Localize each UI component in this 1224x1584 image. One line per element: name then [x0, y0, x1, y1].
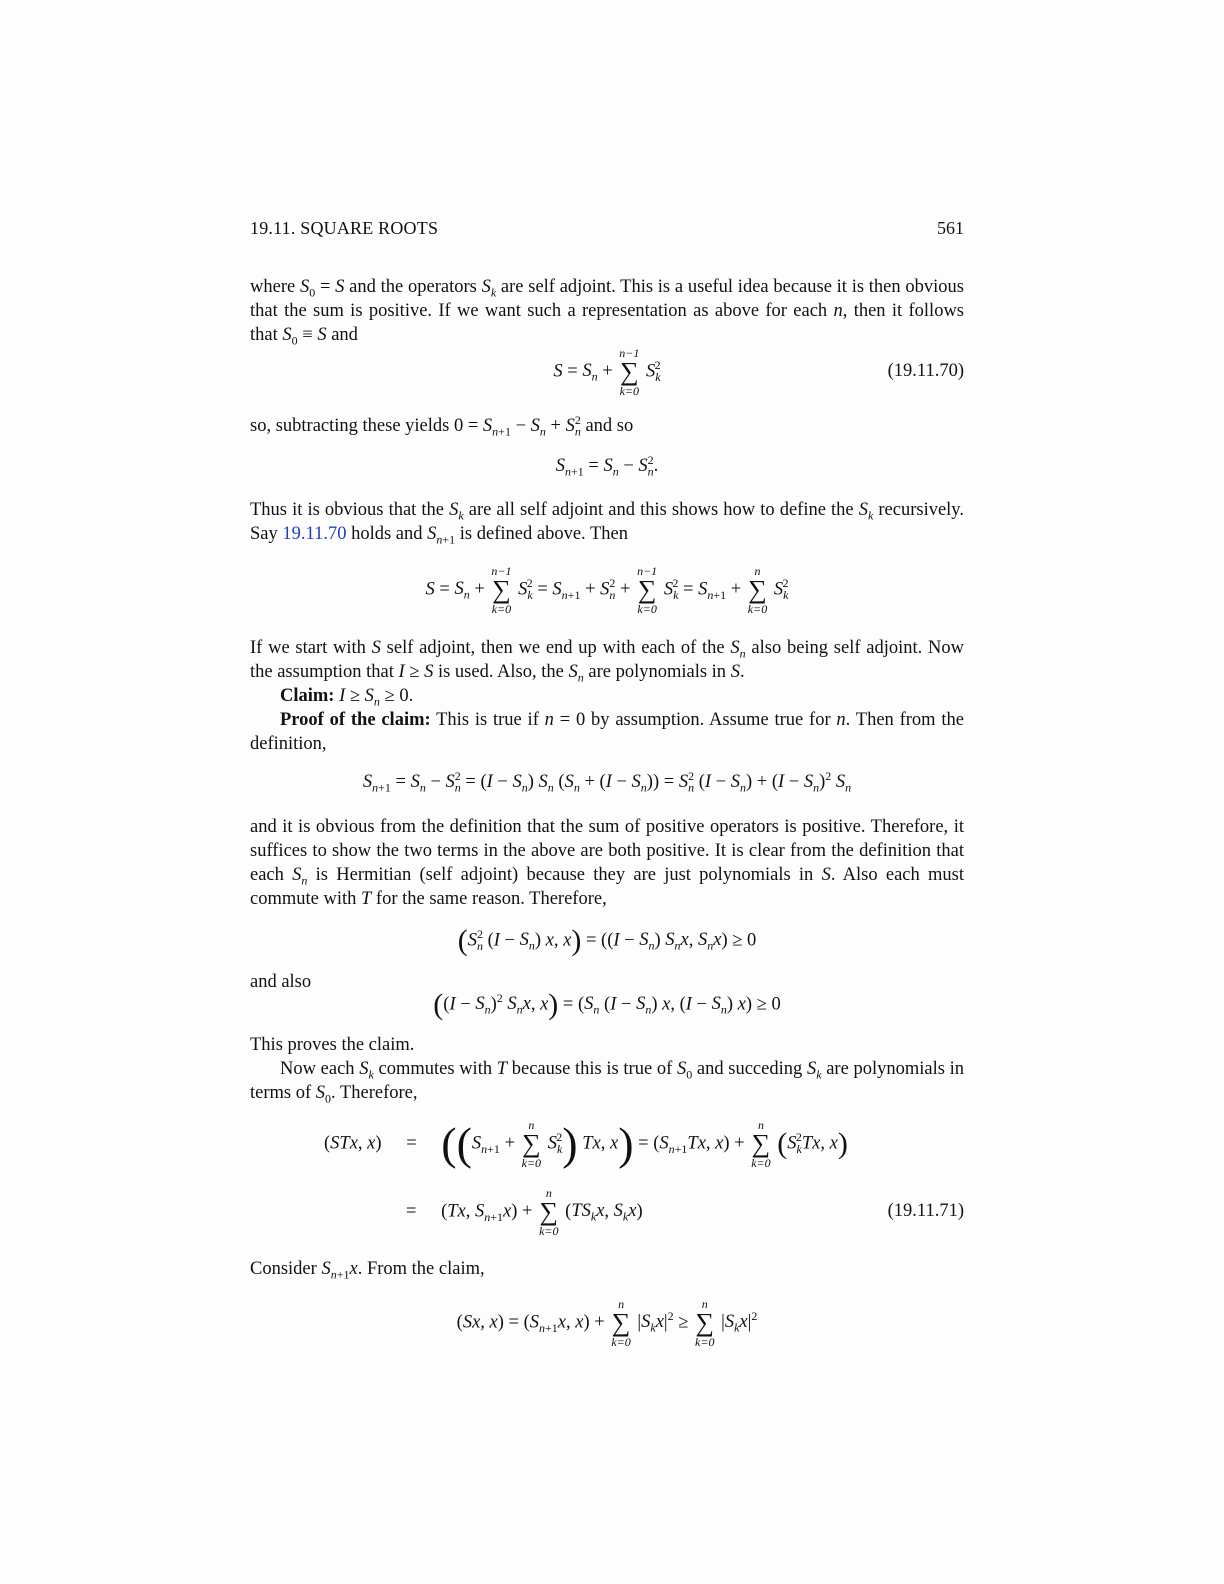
page-number: 561 — [937, 218, 964, 238]
section-title: 19.11. SQUARE ROOTS — [250, 218, 439, 238]
equation-first-term: ($S_n^2$ $(I - S_n)$ x, $x) = ((I - S_n)$ $S_nx$, $S_nx) \ge 0$ — [457, 924, 757, 957]
running-header — [250, 218, 964, 239]
equation-71-line-1: (STx, $x) = ((S_{n+1}$ + n ∑ k=0 $S_k^2$) Tx, $x) = (S_{n+1}Tx$, x) + n ∑ k=0 ($S_k^2Tx$, x) — [324, 1118, 848, 1170]
equation-recursion: $S_{n+1} = S_n - S_n^2$. — [555, 452, 659, 479]
equation-link[interactable]: 19.11.70 — [282, 524, 347, 544]
equation-number-70: (19.11.70) — [887, 361, 964, 381]
paragraph-positive: and it is obvious from the definition that the sum of positive operators is positive. Therefore, it suffices to show the two terms in the above are both positive. It is clear from the definition that each $S_n$ is Hermitian (self adjoint) because they are just polynomials in S. Also each must commute with T for the same reason. Therefore, — [250, 817, 965, 909]
equation-final: (Sx, $x) = (S_{n+1}x$, x) + n ∑ k=0 $|S_kx|^2$ ≥ n ∑ k=0 $|S_kx|^2$ — [456, 1297, 758, 1349]
proves-claim: This proves the claim. — [250, 1035, 415, 1055]
paragraph-intro: where $S_0 = S$ and the operators $S_k$ are self adjoint. This is a useful idea because it is then obvious that the sum is positive. If we want such a representation as above for each n, then it follows that $S_0 \equiv S$ and — [250, 277, 964, 348]
claim-line: Claim: $I \ge S_n \ge 0$. — [280, 686, 414, 709]
and-also: and also — [250, 972, 312, 992]
proof-paragraph: Proof of the claim: This is true if n = 0 by assumption. Assume true for n. Then from the definition, — [250, 710, 964, 754]
equation-second-term: ($(I - S_n)^2$ $S_nx$, $x) = (S_n$ $(I - S_n)$ x, $(I - S_n)$ x) ≥ 0 — [433, 988, 781, 1021]
proof-label: Proof of the claim: — [280, 710, 431, 730]
paragraph-thus: Thus it is obvious that the $S_k$ are all self adjoint and this shows how to define the $S_k$ recursively. Say 19.11.70 holds and $S_{n+1}$ is defined above. Then — [250, 500, 964, 547]
equation-71-line-2: = (Tx, $S_{n+1}x$) + n ∑ k=0 ($TS_kx$, $S_kx$) — [406, 1186, 643, 1238]
equation-proof: $S_{n+1} = S_n - S_n^2 = (I - S_n)$ $S_n$ $(S_n + (I - S_n)) = S_n^2$ $(I - S_n) + (I - S_n)^2$ $S_n$ — [362, 768, 852, 795]
paragraph-self-adjoint: If we start with S self adjoint, then we end up with each of the $S_n$ also being self adjoint. Now the assumption that I ≥ S is used. Also, the $S_n$ are polynomials in S. — [250, 638, 965, 685]
equation-19-11-70: $S = S_n$ + n−1 ∑ k=0 $S_k^2$ — [553, 346, 661, 398]
claim-label: Claim: — [280, 686, 335, 706]
equation-sum-expansion: $S = S_n$ + n−1 ∑ k=0 $S_k^2 = S_{n+1} + S_n^2$ + n−1 ∑ k=0 $S_k^2 = S_{n+1}$ + n ∑ k=0 $S_k^2$ — [425, 564, 789, 616]
paragraph-consider: Consider $S_{n+1}x$. From the claim, — [250, 1259, 485, 1282]
equation-number-71: (19.11.71) — [887, 1201, 964, 1221]
paragraph-subtracting: so, subtracting these yields $0 = S_{n+1} - S_n + S_n^2$ and so — [250, 412, 634, 439]
paragraph-commutes: Now each $S_k$ commutes with T because this is true of $S_0$ and succeding $S_k$ are polynomials in terms of $S_0$. Therefore, — [250, 1059, 964, 1106]
